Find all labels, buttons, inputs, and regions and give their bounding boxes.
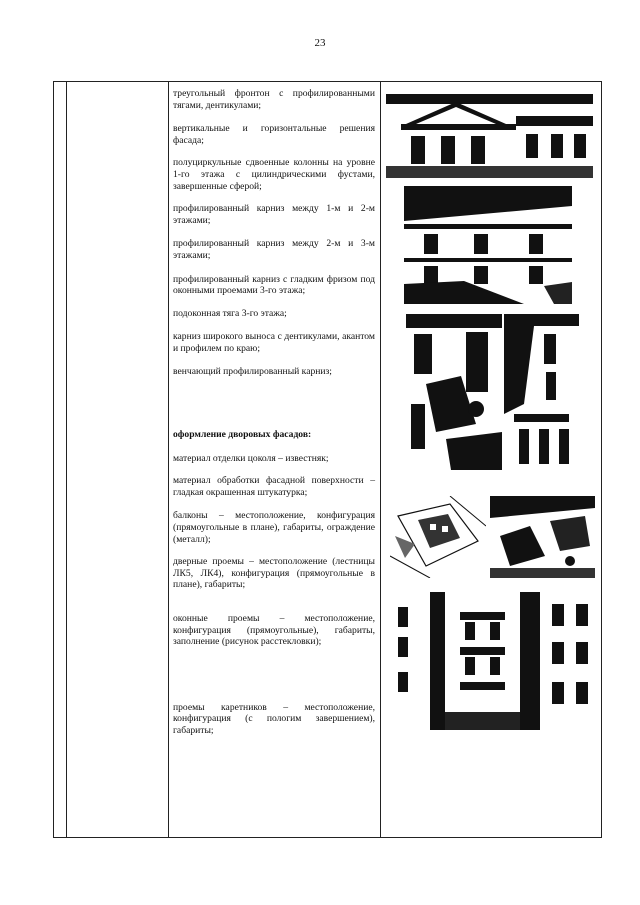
courtyard-site-plan: [390, 496, 486, 578]
paragraph: карниз широкого выноса с дентикулами, акантом и профилем по краю;: [173, 331, 375, 354]
table-divider: [168, 82, 169, 837]
paragraph: венчающий профилированный карниз;: [173, 365, 332, 377]
paragraph: балконы – местоположение, конфигурация (прямоугольные в плане), габариты, ограждение (металл);: [173, 510, 375, 545]
facade-pediment-photo: [386, 94, 593, 178]
paragraph: вертикальные и горизонтальные решения фасада;: [173, 123, 375, 146]
table-divider: [66, 82, 67, 837]
paragraph: подоконная тяга 3-го этажа;: [173, 307, 287, 319]
section-heading: оформление дворовых фасадов:: [173, 429, 312, 441]
facade-cornices-photo: [404, 186, 572, 304]
paragraph: материал отделки цоколя – известняк;: [173, 452, 329, 464]
paragraph: профилированный карниз между 2-м и 3-м этажами;: [173, 238, 375, 261]
courtyard-facade-photo: [490, 496, 595, 578]
content-table: [53, 81, 602, 838]
facade-detail-right-photo: [504, 314, 579, 470]
page-number: 23: [314, 37, 326, 49]
paragraph: профилированный карниз с гладким фризом под оконными проемами 3-го этажа;: [173, 273, 375, 297]
courtyard-balconies-photo: [390, 592, 597, 730]
paragraph: материал обработки фасадной поверхности – гладкая окрашенная штукатурка;: [173, 475, 375, 498]
paragraph: треугольный фронтон с профилированными тягами, дентикулами;: [173, 88, 375, 111]
paragraph: дверные проемы – местоположение (лестницы ЛК5, ЛК4), конфигурация (прямоугольные в плане), габариты;: [173, 556, 375, 591]
paragraph: профилированный карниз между 1-м и 2-м этажами;: [173, 203, 375, 226]
paragraph: полуциркульные сдвоенные колонны на уровне 1-го этажа с цилиндрическими фустами, завершенные сферой;: [173, 157, 375, 192]
facade-detail-left-photo: [406, 314, 502, 470]
paragraph: проемы каретников – местоположение, конфигурация (с пологим завершением), габариты;: [173, 701, 375, 736]
paragraph: оконные проемы – местоположение, конфигурация (прямоугольные), габариты, заполнение (рисунок расстекловки);: [173, 613, 375, 648]
description-column: [173, 88, 375, 737]
table-divider: [380, 82, 381, 837]
